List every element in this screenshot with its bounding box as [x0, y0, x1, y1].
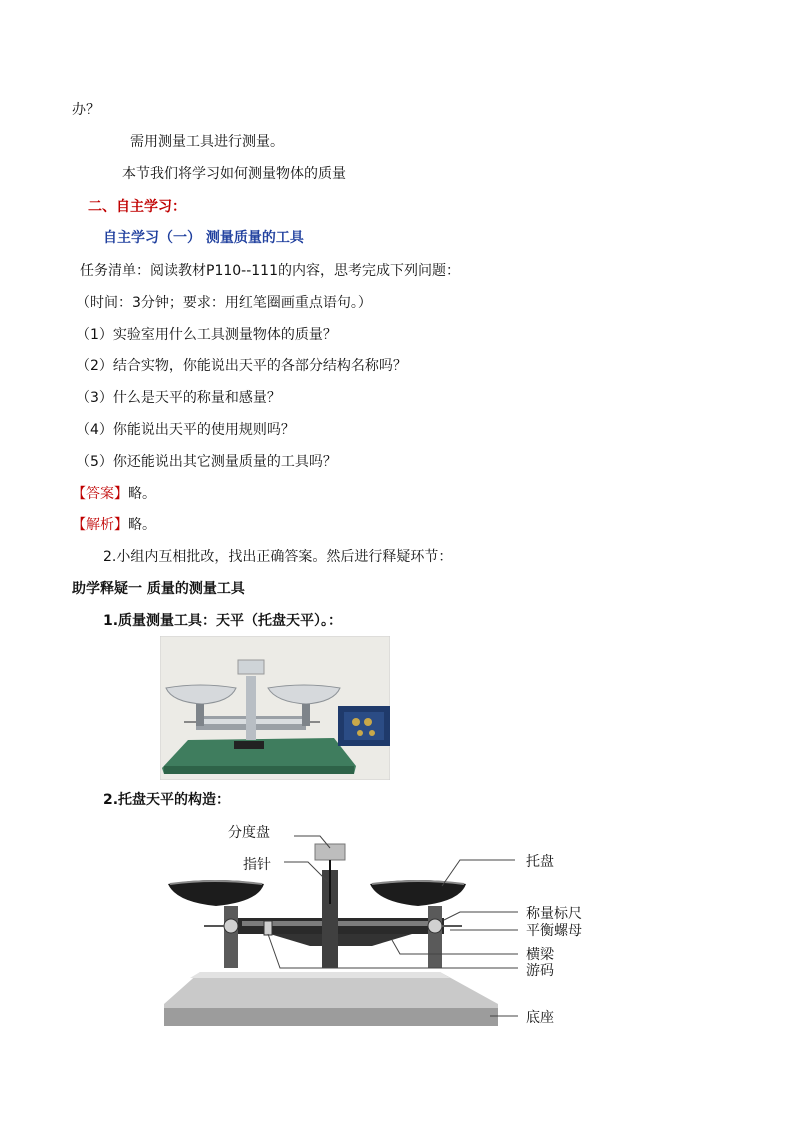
answer-text: 略。: [128, 486, 156, 502]
question-4: （4）你能说出天平的使用规则吗？: [76, 422, 295, 438]
answer-line: [72, 485, 156, 503]
label-rider: 游码: [526, 963, 554, 979]
task-note: （时间：3分钟；要求：用红笔圈画重点语句。）: [76, 295, 372, 311]
label-tray: 托盘: [526, 854, 554, 870]
analysis-text: 略。: [128, 517, 156, 533]
label-beam: 横梁: [526, 947, 554, 963]
text-line: 1.质量测量工具：天平（托盘天平）。：: [103, 613, 343, 629]
question-2: （2）结合实物，你能说出天平的各部分结构名称吗？: [76, 358, 407, 374]
answer-tag: 【答案】: [72, 486, 128, 502]
section-heading: 二、自主学习：: [88, 199, 186, 215]
label-scale-dial: 分度盘: [228, 825, 270, 841]
label-base: 底座: [526, 1010, 554, 1026]
text-line: 2.托盘天平的构造：: [103, 792, 231, 808]
section-heading: 助学释疑一 质量的测量工具: [72, 581, 245, 597]
text-line: 2.小组内互相批改，找出正确答案。然后进行释疑环节：: [103, 549, 453, 565]
analysis-tag: 【解析】: [72, 517, 128, 533]
text-line: 本节我们将学习如何测量物体的质量: [122, 166, 346, 182]
task-list: 任务清单：阅读教材P110--111的内容，思考完成下列问题：: [80, 263, 460, 279]
subsection-heading: 自主学习（一） 测量质量的工具: [103, 230, 304, 246]
text-line: 办？: [72, 102, 100, 118]
label-weighing-ruler: 称量标尺: [526, 906, 582, 922]
question-3: （3）什么是天平的称量和感量？: [76, 390, 281, 406]
question-1: （1）实验室用什么工具测量物体的质量？: [76, 327, 337, 343]
label-pointer: 指针: [243, 857, 271, 873]
text-line: 需用测量工具进行测量。: [130, 134, 284, 150]
analysis-line: [72, 516, 156, 534]
label-balance-nut: 平衡螺母: [526, 923, 582, 939]
balance-photo: [160, 636, 390, 780]
question-5: （5）你还能说出其它测量质量的工具吗？: [76, 454, 337, 470]
